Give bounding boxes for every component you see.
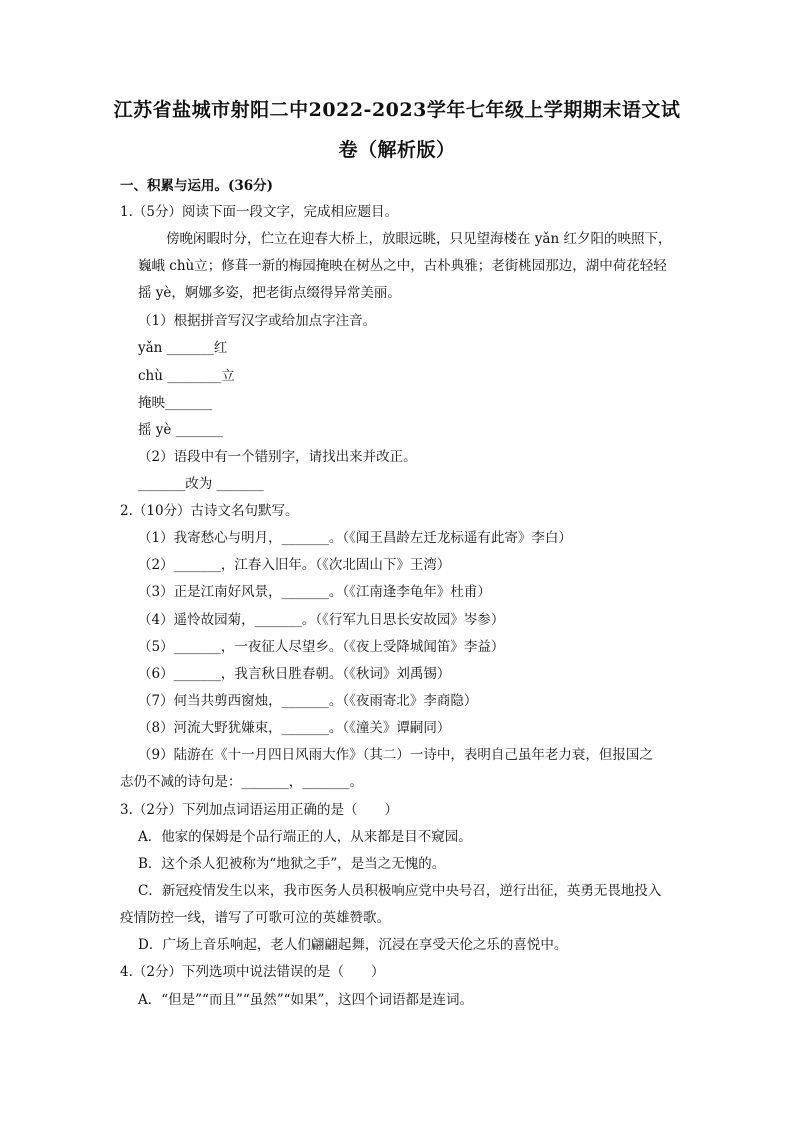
q3-option-a: A．他家的保姆是个品行端正的人，从来都是目不窥园。	[138, 829, 472, 845]
q1-passage-line: 傍晚闲暇时分，伫立在迎春大桥上，放眼远眺，只见望海楼在 yǎn 红夕阳的映照下，	[166, 231, 672, 247]
q1-answer-blank: 掩映_______	[138, 395, 213, 411]
q1-passage-line: 巍峨 chù立；修葺一新的梅园掩映在树丛之中，古朴典雅；老街桃园那边，湖中荷花轻轻	[138, 258, 667, 274]
q3-option-d: D．广场上音乐响起，老人们翩翩起舞，沉浸在享受天伦之乐的喜悦中。	[138, 937, 568, 953]
q2-item: （4）遥怜故园菊，_______。（《行军九日思长安故园》岑参）	[138, 612, 505, 628]
question-1-stem: 1.（5分）阅读下面一段文字，完成相应题目。	[120, 204, 398, 220]
q2-item: （6）_______，我言秋日胜春朝。（《秋词》刘禹锡）	[138, 666, 451, 682]
q2-item: （1）我寄愁心与明月，_______。（《闻王昌龄左迁龙标遥有此寄》李白）	[138, 530, 572, 546]
q2-item: （5）_______，一夜征人尽望乡。（《夜上受降城闻笛》李益）	[138, 639, 505, 655]
q2-item: （9）陆游在《十一月四日风雨大作》（其二）一诗中，表明自己虽年老力衰，但报国之	[138, 747, 653, 763]
question-2-stem: 2.（10分）古诗文名句默写。	[120, 503, 299, 519]
page-title: 江苏省盐城市射阳二中2022-2023学年七年级上学期期末语文试卷（解析版）	[113, 99, 681, 161]
q1-answer-blank: _______改为 _______	[138, 476, 264, 492]
q1-subquestion: （2）语段中有一个错别字，请找出来并改正。	[138, 449, 417, 465]
q3-option-c-continuation: 疫情防控一线，谱写了可歌可泣的英雄赞歌。	[120, 910, 390, 926]
q3-option-b: B．这个杀人犯被称为“地狱之手”，是当之无愧的。	[138, 856, 446, 872]
section-heading: 一、积累与运用。(36分)	[120, 178, 274, 194]
q3-option-c: C．新冠疫情发生以来，我市医务人员积极响应党中央号召，逆行出征，英勇无畏地投入	[138, 883, 662, 899]
q4-option-a: A．“但是”“而且”“虽然”“如果”，这四个词语都是连词。	[138, 992, 473, 1008]
q2-item: （8）河流大野犹嫌束，_______。（《潼关》谭嗣同）	[138, 720, 451, 736]
q1-answer-blank: yǎn _______红	[138, 340, 228, 356]
q1-passage-line: 摇 yè，婀娜多姿，把老街点缀得异常美丽。	[138, 285, 401, 301]
q2-item: （7）何当共剪西窗烛，_______。（《夜雨寄北》李商隐）	[138, 693, 478, 709]
q2-item-continuation: 志仍不减的诗句是：_______，_______。	[120, 774, 363, 790]
question-4-stem: 4.（2分）下列选项中说法错误的是（ ）	[120, 964, 385, 980]
q1-answer-blank: chù ________立	[138, 368, 235, 384]
q2-item: （3）正是江南好风景，_______。（《江南逢李龟年》杜甫）	[138, 584, 491, 600]
q2-item: （2）_______，江春入旧年。（《次北固山下》王湾）	[138, 557, 451, 573]
q1-subquestion: （1）根据拼音写汉字或给加点字注音。	[138, 313, 377, 329]
q1-answer-blank: 摇 yè _______	[138, 422, 223, 438]
question-3-stem: 3.（2分）下列加点词语运用正确的是（ ）	[120, 802, 398, 818]
